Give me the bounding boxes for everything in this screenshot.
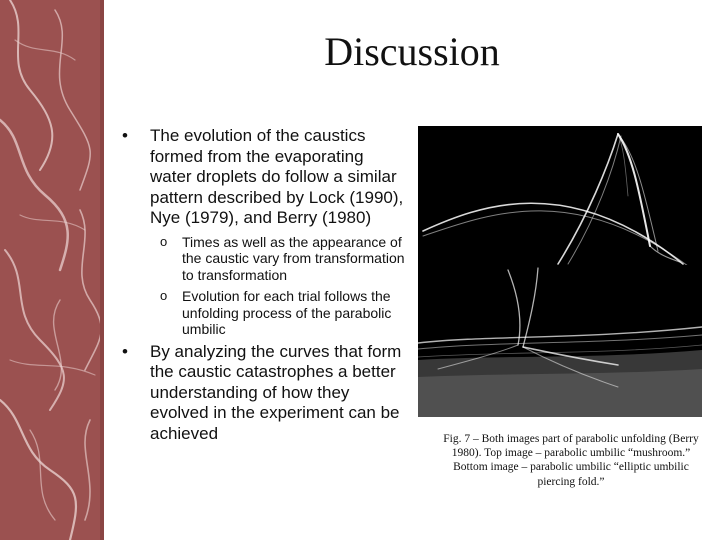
slide-title: Discussion xyxy=(324,29,500,74)
bullet-symbol: • xyxy=(122,341,128,361)
sub-bullet-symbol: o xyxy=(160,288,168,303)
bullet-text: By analyzing the curves that form the caustic catastrophes a better understanding of how they evolved in the experiment can be achieved xyxy=(150,341,402,443)
sub-bullet-item xyxy=(118,234,408,284)
bullet-list xyxy=(118,126,408,444)
bullet-symbol: • xyxy=(122,126,128,145)
sub-bullet-text: Times as well as the appearance of the caustic vary from transformation to transformation xyxy=(182,233,405,283)
decorative-water-strip xyxy=(0,0,104,540)
sub-bullet-item xyxy=(118,288,408,338)
figure-caption: Fig. 7 – Both images part of parabolic unfolding (Berry 1980). Top image – parabolic umbilic “mushroom.” Bottom image – parabolic umbilic “elliptic umbilic piercing fold.” xyxy=(443,433,699,488)
sub-bullet-text: Evolution for each trial follows the unfolding process of the parabolic umbilic xyxy=(182,288,392,337)
bullet-item xyxy=(118,342,408,445)
figure-elliptic-umbilic-piercing-fold xyxy=(418,265,702,417)
bullet-item xyxy=(118,126,408,229)
bullet-text: The evolution of the caustics formed from the evaporating water droplets do follow a similar pattern described by Lock (1990), Nye (1979), and Berry (1980) xyxy=(150,126,404,227)
figure-mushroom-caustic xyxy=(418,126,702,266)
sub-bullet-symbol: o xyxy=(160,233,168,249)
